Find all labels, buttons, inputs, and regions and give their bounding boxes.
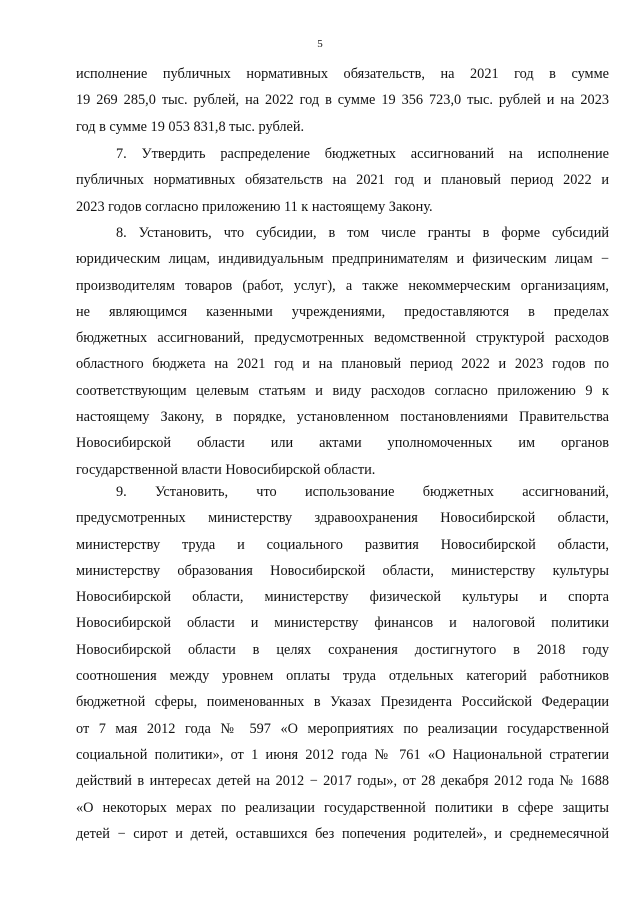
paragraph-8 <box>76 220 609 483</box>
text-line: бюджетных ассигнований, предусмотренных ведомственной структурой расходов <box>76 330 609 347</box>
text-line: министерству образования Новосибирской области, министерству культуры <box>76 562 609 579</box>
paragraph-6-continuation <box>76 61 609 140</box>
text-line: юридическим лицам, индивидуальным предпринимателям и физическим лицам − <box>76 251 609 268</box>
text-line: Новосибирской области или актами уполномоченных им органов <box>76 435 609 452</box>
text-line: социальной политики», от 1 июня 2012 года № 761 «О Национальной стратегии <box>76 746 609 763</box>
text-line: 19 269 285,0 тыс. рублей, на 2022 год в сумме 19 356 723,0 тыс. рублей и на 2023 <box>76 92 609 109</box>
text-line: Новосибирской области и министерству финансов и налоговой политики <box>76 615 609 632</box>
text-line: соответствующим целевым статьям и виду расходов согласно приложению 9 к <box>76 382 609 399</box>
text-line: действий в интересах детей на 2012 − 2017 годы», от 28 декабря 2012 года № 1688 <box>76 773 609 790</box>
text-line: министерству труда и социального развития Новосибирской области, <box>76 536 609 553</box>
text-line: бюджетной сферы, поименованных в Указах Президента Российской Федерации <box>76 694 609 711</box>
text-line: областного бюджета на 2021 год и на плановый период 2022 и 2023 годов по <box>76 356 609 373</box>
text-line: от 7 мая 2012 года № 597 «О мероприятиях по реализации государственной <box>76 720 609 737</box>
text-line: Новосибирской области, министерству физической культуры и спорта <box>76 589 609 606</box>
text-line: 2023 годов согласно приложению 11 к настоящему Закону. <box>76 198 433 215</box>
paragraph-7 <box>76 141 609 220</box>
text-line: Новосибирской области в целях сохранения достигнутого в 2018 году <box>76 641 609 658</box>
paragraph-9 <box>76 479 609 847</box>
text-line: соотношения между уровнем оплаты труда отдельных категорий работников <box>76 668 609 685</box>
text-line: исполнение публичных нормативных обязательств, на 2021 год в сумме <box>76 66 609 82</box>
text-line: 9. Установить, что использование бюджетных ассигнований, <box>116 484 609 500</box>
text-line: производителям товаров (работ, услуг), а также некоммерческим организациям, <box>76 277 609 294</box>
text-line: публичных нормативных обязательств на 2021 год и плановый период 2022 и <box>76 172 609 189</box>
text-line: детей − сирот и детей, оставшихся без попечения родителей», и среднемесячной <box>76 825 609 842</box>
text-line: настоящему Закону, в порядке, установленном постановлениями Правительства <box>76 409 609 426</box>
text-line: 8. Установить, что субсидии, в том числе гранты в форме субсидий <box>116 225 609 241</box>
text-line: год в сумме 19 053 831,8 тыс. рублей. <box>76 118 305 135</box>
text-line: 7. Утвердить распределение бюджетных ассигнований на исполнение <box>116 146 609 162</box>
text-line: «О некоторых мерах по реализации государственной политики в сфере защиты <box>76 799 609 816</box>
text-line: не являющимся казенными учреждениями, предоставляются в пределах <box>76 303 609 320</box>
text-line: государственной власти Новосибирской области. <box>76 461 376 478</box>
page-number: 5 <box>317 38 323 50</box>
text-line: предусмотренных министерству здравоохранения Новосибирской области, <box>76 510 609 527</box>
